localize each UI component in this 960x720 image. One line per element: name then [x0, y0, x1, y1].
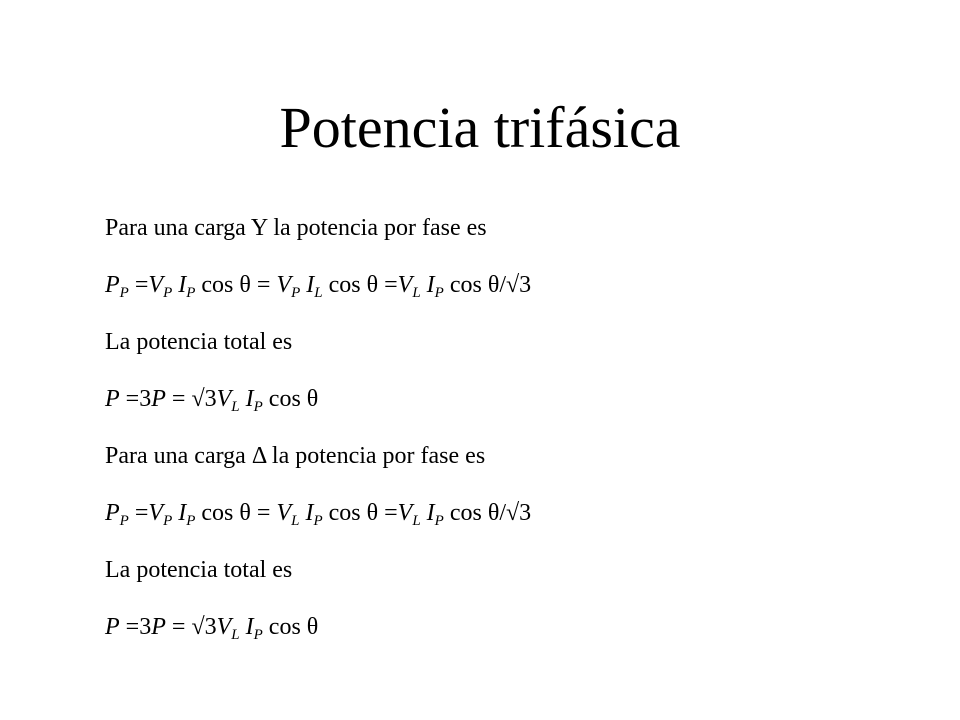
y-per-phase-formula — [105, 270, 531, 303]
formula-symbol: P — [105, 614, 120, 640]
formula-operator: = — [165, 614, 192, 640]
delta-per-phase-formula — [105, 498, 531, 531]
formula-subscript: P — [186, 513, 196, 529]
y-total-formula — [105, 384, 318, 417]
formula-operator: = — [165, 386, 192, 412]
formula-symbol: I — [178, 272, 187, 298]
formula-symbol: V — [216, 386, 232, 412]
formula-symbol: P — [105, 272, 120, 298]
formula-subscript: L — [231, 399, 240, 415]
formula-operator: cos θ — [262, 614, 319, 640]
formula-symbol: V — [216, 614, 232, 640]
formula-symbol: I — [178, 500, 187, 526]
formula-symbol: V — [148, 500, 164, 526]
formula-subscript: L — [314, 285, 323, 301]
delta-load-intro: Para una carga Δ la potencia por fase es — [105, 443, 486, 469]
formula-operator: cos θ = — [195, 500, 277, 526]
formula-symbol: I — [305, 500, 314, 526]
formula-operator: = — [119, 386, 140, 412]
formula-operator: = — [128, 500, 149, 526]
slide-title: Potencia trifásica — [279, 95, 681, 160]
formula-symbol: V — [148, 272, 164, 298]
formula-symbol: I — [426, 272, 435, 298]
formula-symbol: P — [151, 386, 166, 412]
formula-operator: cos θ = — [322, 272, 398, 298]
formula-symbol: I — [245, 386, 254, 412]
formula-subscript: P — [291, 285, 301, 301]
formula-symbol: I — [426, 500, 435, 526]
formula-subscript: P — [253, 627, 263, 643]
delta-total-label: La potencia total es — [105, 557, 293, 583]
formula-operator: cos θ — [262, 386, 319, 412]
formula-symbol: P — [105, 500, 120, 526]
formula-subscript: P — [434, 285, 444, 301]
formula-operator: cos θ = — [322, 500, 398, 526]
formula-number: √3 — [191, 386, 217, 412]
formula-number: √3 — [191, 614, 217, 640]
formula-subscript: L — [412, 513, 421, 529]
formula-symbol: I — [245, 614, 254, 640]
formula-symbol: V — [276, 272, 292, 298]
formula-subscript: P — [163, 285, 173, 301]
y-load-intro: Para una carga Y la potencia por fase es — [105, 215, 487, 241]
formula-subscript: L — [412, 285, 421, 301]
formula-subscript: L — [291, 513, 300, 529]
formula-subscript: P — [253, 399, 263, 415]
formula-subscript: P — [313, 513, 323, 529]
y-total-label: La potencia total es — [105, 329, 293, 355]
formula-symbol: V — [397, 500, 413, 526]
formula-subscript: P — [434, 513, 444, 529]
formula-subscript: P — [119, 513, 129, 529]
formula-operator: = — [119, 614, 140, 640]
formula-subscript: P — [163, 513, 173, 529]
formula-operator: cos θ/√3 — [443, 500, 532, 526]
formula-operator: cos θ/√3 — [443, 272, 532, 298]
formula-symbol: P — [105, 386, 120, 412]
formula-number: 3 — [139, 386, 152, 412]
formula-number: 3 — [139, 614, 152, 640]
formula-operator: = — [128, 272, 149, 298]
formula-subscript: P — [186, 285, 196, 301]
delta-total-formula — [105, 612, 318, 645]
formula-symbol: V — [397, 272, 413, 298]
formula-subscript: P — [119, 285, 129, 301]
formula-symbol: V — [276, 500, 292, 526]
formula-subscript: L — [231, 627, 240, 643]
formula-symbol: P — [151, 614, 166, 640]
formula-operator: cos θ = — [195, 272, 277, 298]
formula-symbol: I — [306, 272, 315, 298]
